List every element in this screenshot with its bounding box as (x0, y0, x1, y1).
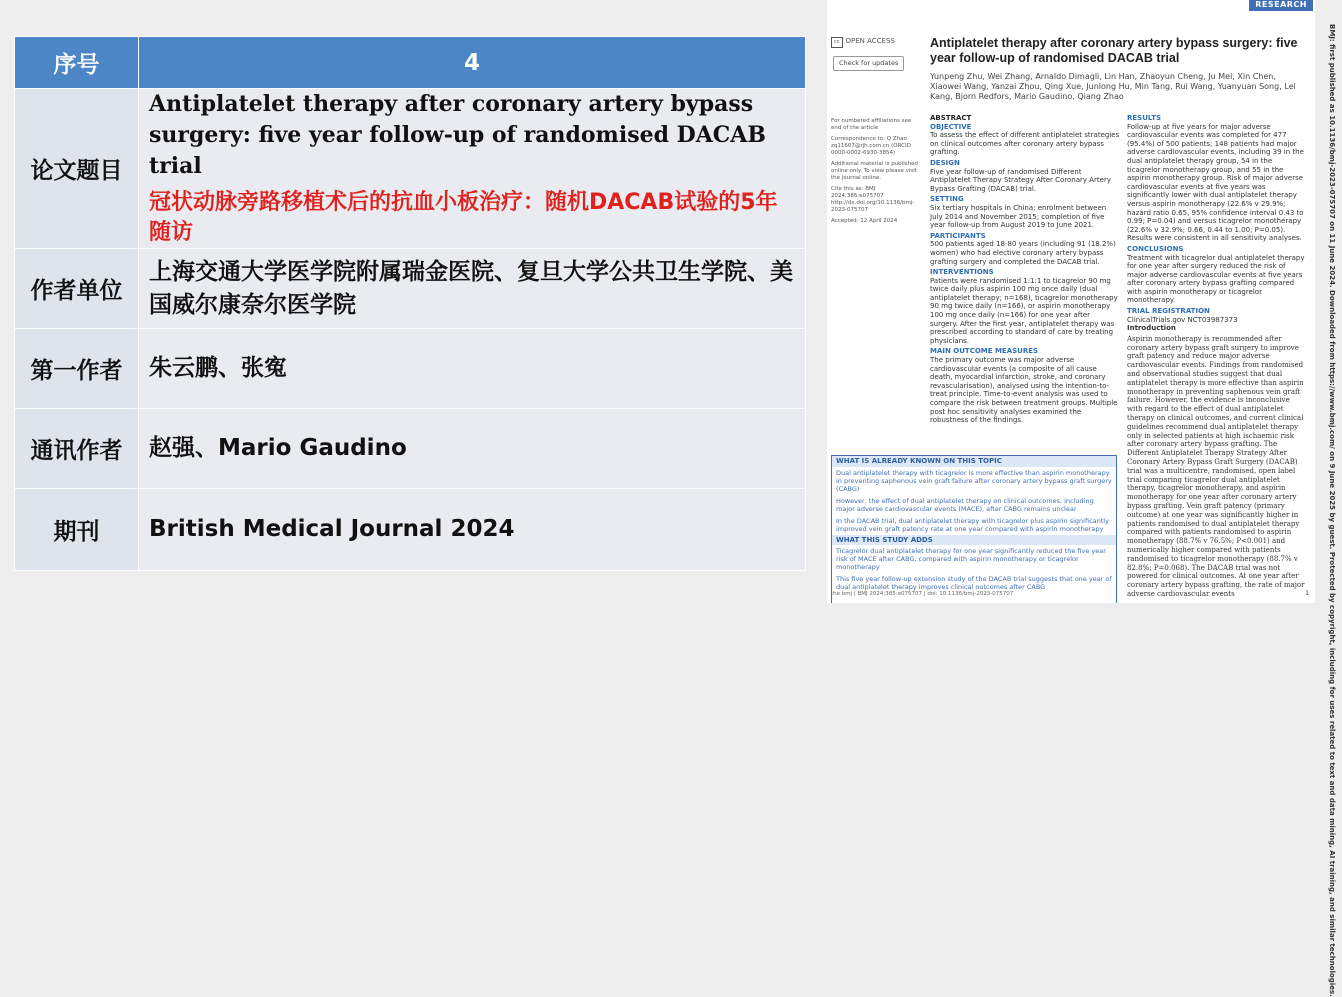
research-tag: RESEARCH (1249, 0, 1313, 11)
adds-item: Ticagrelor dual antiplatelet therapy for one year significantly reduced the five year risk of MACE after CABG, compared with aspirin monotherapy or ticagrelor monotherapy (836, 547, 1106, 572)
side-note: Cite this as: BMJ 2024;385:e075707 http://dx.doi.org/10.1136/bmj-2023-075707 (831, 186, 915, 213)
open-access: cc OPEN ACCESS (831, 37, 895, 48)
section-text: Treatment with ticagrelor dual antiplatelet therapy for one year after surgery reduced the risk of major adverse cardiovascular events at five years after coronary artery bypass grafting compared with aspirin monotherapy or ticagrelor monotherapy. (1127, 253, 1305, 305)
header-value: 4 (139, 37, 806, 89)
first-author-value: 朱云鹏、张寃 (139, 329, 806, 409)
abstract-heading: ABSTRACT (930, 114, 972, 122)
title-cn: 冠状动脉旁路移植术后的抗血小板治疗：随机DACAB试验的5年随访 (149, 190, 778, 245)
intro-heading: Introduction (1127, 324, 1176, 332)
side-note: Additional material is published online only. To view please visit the journal online. (831, 161, 918, 181)
section-text: Six tertiary hospitals in China; enrolment between July 2014 and November 2015; completion of five year follow-up from August 2019 to June 2021. (930, 203, 1107, 230)
section-text: The primary outcome was major adverse cardiovascular events (a composite of all cause death, myocardial infarction, stroke, and coronary revascularisation), analysed using the intention-to-treat principle. Time-to-event analysis was used to compare the risk between treatment groups. Multiple post hoc sensitivity analyses examined the robustness of the findings. (930, 356, 1118, 425)
first-author-label: 第一作者 (15, 329, 139, 409)
title-label: 论文题目 (15, 89, 139, 249)
known-item: Dual antiplatelet therapy with ticagrelor is more effective than aspirin monotherapy in preventing saphenous vein graft failure after coronary artery bypass graft surgery (CABG) (836, 468, 1112, 493)
introduction (1127, 324, 1307, 599)
corr-author-value: 赵强、Mario Gaudino (139, 409, 806, 489)
section-heading: PARTICIPANTS (930, 231, 986, 240)
paper-footer: the bmj | BMJ 2024;385:e075707 | doi: 10.1136/bmj-2023-075707 (831, 591, 1014, 597)
section-heading: INTERVENTIONS (930, 268, 994, 277)
affil-label: 作者单位 (15, 249, 139, 329)
title-en: Antiplatelet therapy after coronary artery bypass surgery: five year follow-up of randomised DACAB trial (149, 91, 766, 179)
table-header-row (15, 37, 806, 89)
info-table (14, 36, 806, 571)
adds-heading: WHAT THIS STUDY ADDS (832, 535, 1116, 546)
row-affiliation (15, 249, 806, 329)
side-note: Correspondence to: Q Zhao zq11607@rjh.com.cn (ORCID 0000-0002-6930-3854) (831, 136, 911, 156)
section-heading: TRIAL REGISTRATION (1127, 307, 1210, 316)
adds-item: This five year follow-up extension study of the DACAB trial suggests that one year of dual antiplatelet therapy improves clinical outcomes after CABG (836, 575, 1112, 592)
affil-value: 上海交通大学医学院附属瑞金医院、复旦大学公共卫生学院、美国威尔康奈尔医学院 (139, 249, 806, 329)
side-note: Accepted: 12 April 2024 (831, 218, 898, 224)
vertical-copyright-note: BMJ: first published as 10.1136/bmj-2023-075707 on 11 June 2024. Downloaded from https://www.bmj.com/ on 9 June 2025 by guest. Protected by copyright, including for uses related to text and data mining, AI training, and similar technologies. (1328, 24, 1336, 997)
summary-box (831, 455, 1117, 603)
section-heading: SETTING (930, 195, 964, 204)
section-text: Follow-up at five years for major adverse cardiovascular events was completed for 477 (95.4%) of 500 patients; 148 patients had major adverse cardiovascular events, including 39 in the dual antiplatelet therapy group, 54 in the ticagrelor monotherapy group, and 55 in the aspirin monotherapy group. Risk of major adverse cardiovascular events at five years was significantly lower with dual antiplatelet therapy versus aspirin monotherapy (22.6% v 29.9%; hazard ratio 0.65, 95% confidence interval 0.43 to 0.99; P=0.04) and versus ticagrelor monotherapy (22.6% v 32.9%; 0.66, 0.44 to 1.00; P=0.05). Results were consistent in all sensitivity analyses. (1127, 122, 1304, 243)
row-journal (15, 489, 806, 571)
section-text: 500 patients aged 18-80 years (including 91 (18.2%) women) who had elective coronary artery bypass grafting surgery and completed the DACAB trial. (930, 240, 1116, 266)
section-text: ClinicalTrials.gov NCT03987373 (1127, 315, 1238, 324)
header-label: 序号 (15, 37, 139, 89)
journal-label: 期刊 (15, 489, 139, 571)
paper-page (827, 0, 1315, 603)
row-title (15, 89, 806, 249)
paper-title: Antiplatelet therapy after coronary artery bypass surgery: five year follow-up of randomised DACAB trial (930, 36, 1298, 65)
abstract-col-right (1127, 114, 1307, 326)
check-updates-button[interactable]: Check for updates (833, 56, 904, 71)
cc-license-icon: cc (831, 37, 843, 48)
section-text: Five year follow-up of randomised Different Antiplatelet Therapy Strategy After Coronary Artery Bypass Grafting (DACAB) trial. (930, 167, 1112, 193)
section-heading: MAIN OUTCOME MEASURES (930, 347, 1039, 356)
section-heading: CONCLUSIONS (1127, 244, 1184, 253)
known-heading: WHAT IS ALREADY KNOWN ON THIS TOPIC (832, 456, 1116, 467)
journal-value: British Medical Journal 2024 (139, 489, 806, 571)
row-corr-author (15, 409, 806, 489)
page-number: 1 (1305, 590, 1309, 597)
section-heading: RESULTS (1127, 114, 1162, 122)
corr-author-label: 通讯作者 (15, 409, 139, 489)
paper-authors: Yunpeng Zhu, Wei Zhang, Arnaldo Dimagli, Lin Han, Zhaoyun Cheng, Ju Mei, Xin Chen, Xiaowei Wang, Yanzai Zhou, Qing Xue, Junlong Hu, Min Tang, Rui Wang, Yuanyuan Song, Lei Kang, Bjorn Redfors, Mario Gaudino, Qiang Zhao (930, 72, 1296, 101)
known-item: However, the effect of dual antiplatelet therapy on clinical outcomes, including major adverse cardiovascular events (MACE), after CABG remains unclear (836, 496, 1094, 513)
intro-text: Aspirin monotherapy is recommended after coronary artery bypass graft surgery to improve graft patency and reduce major adverse cardiovascular events. Findings from randomised and observational studies suggest that dual antiplatelet therapy is more effective than aspirin monotherapy in preventing saphenous vein graft failure. However, the evidence is inconclusive with regard to the effect of dual antiplatelet therapy on clinical outcomes, and current clinical guidelines recommend dual antiplatelet therapy only in selected patients at high ischaemic risk after coronary artery bypass grafting. The Different Antiplatelet Therapy Strategy After Coronary Artery Bypass Graft Surgery (DACAB) trial was a multicentre, randomised, open label trial comparing ticagrelor dual antiplatelet therapy, ticagrelor monotherapy, and aspirin monotherapy for one year after coronary artery bypass grafting. Vein graft patency (primary outcome) at one year was significantly higher in patients randomised to dual antiplatelet therapy compared with patients randomised to aspirin monotherapy (88.7% v 76.5%; P<0.001) and numerically higher compared with patients randomised to ticagrelor monotherapy (88.7% v 82.8%; P=0.068). The DACAB trial was not powered for clinical outcomes. At one year after coronary artery bypass grafting, the rate of major adverse cardiovascular events (1127, 334, 1305, 598)
section-text: To assess the effect of different antiplatelet strategies on clinical outcomes after coronary artery bypass grafting. (930, 131, 1120, 157)
abstract-col-left (930, 114, 1120, 427)
section-heading: DESIGN (930, 158, 960, 167)
side-note: For numbered affiliations see end of the article (831, 118, 912, 131)
known-item: In the DACAB trial, dual antiplatelet therapy with ticagrelor plus aspirin significantly improved vein graft patency rate at one year compared with aspirin monotherapy (836, 516, 1109, 533)
section-text: Patients were randomised 1:1:1 to ticagrelor 90 mg twice daily plus aspirin 100 mg once daily (dual antiplatelet therapy; n=168), ticagrelor monotherapy 90 mg twice daily (n=166), or aspirin monotherapy 100 mg once daily (n=166) for one year after surgery. After the first year, antiplatelet therapy was prescribed according to standard of care by treating physicians. (930, 276, 1118, 345)
section-heading: OBJECTIVE (930, 122, 972, 131)
side-notes (831, 118, 923, 229)
row-first-author (15, 329, 806, 409)
